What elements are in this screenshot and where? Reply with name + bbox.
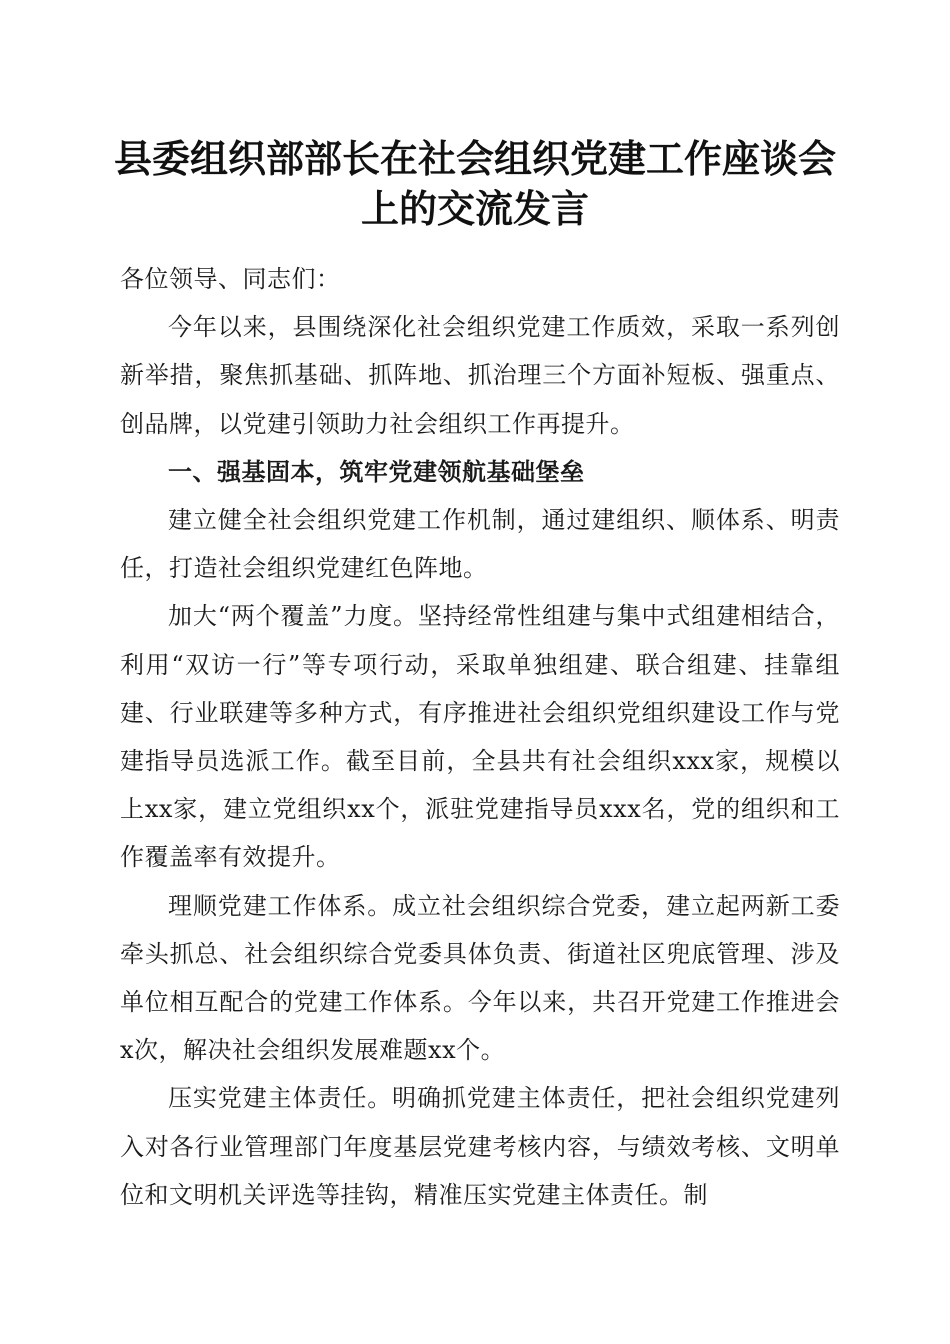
- section-heading-1: 一、强基固本，筑牢党建领航基础堡垒: [168, 457, 585, 486]
- salutation: 各位领导、同志们：: [120, 265, 341, 293]
- paragraph-system: 理顺党建工作体系。成立社会组织综合党委，建立起两新工委牵头抓总、社会组织综合党委具体负责、街道社区兜底管理、涉及单位相互配合的党建工作体系。今年以来，共召开党建工作推进会x次，解决社会组织发展难题xx个。: [120, 891, 840, 1065]
- paragraph-responsibility: 压实党建主体责任。明确抓党建主体责任，把社会组织党建列入对各行业管理部门年度基层党建考核内容，与绩效考核、文明单位和文明机关评选等挂钩，精准压实党建主体责任。制: [120, 1084, 840, 1209]
- paragraph-intro: 今年以来，县围绕深化社会组织党建工作质效，采取一系列创新举措，聚焦抓基础、抓阵地、抓治理三个方面补短板、强重点、创品牌，以党建引领助力社会组织工作再提升。: [120, 313, 840, 438]
- document-body: [120, 255, 840, 1219]
- paragraph-coverage: 加大“两个覆盖”力度。坚持经常性组建与集中式组建相结合，利用“双访一行”等专项行动，采取单独组建、联合组建、挂靠组建、行业联建等多种方式，有序推进社会组织党组织建设工作与党建指导员选派工作。截至目前，全县共有社会组织xxx家，规模以上xx家，建立党组织xx个，派驻党建指导员xxx名，党的组织和工作覆盖率有效提升。: [120, 602, 840, 872]
- document-title: 县委组织部部长在社会组织党建工作座谈会上的交流发言: [113, 136, 836, 231]
- paragraph-mechanism: 建立健全社会组织党建工作机制，通过建组织、顺体系、明责任，打造社会组织党建红色阵地。: [120, 506, 840, 583]
